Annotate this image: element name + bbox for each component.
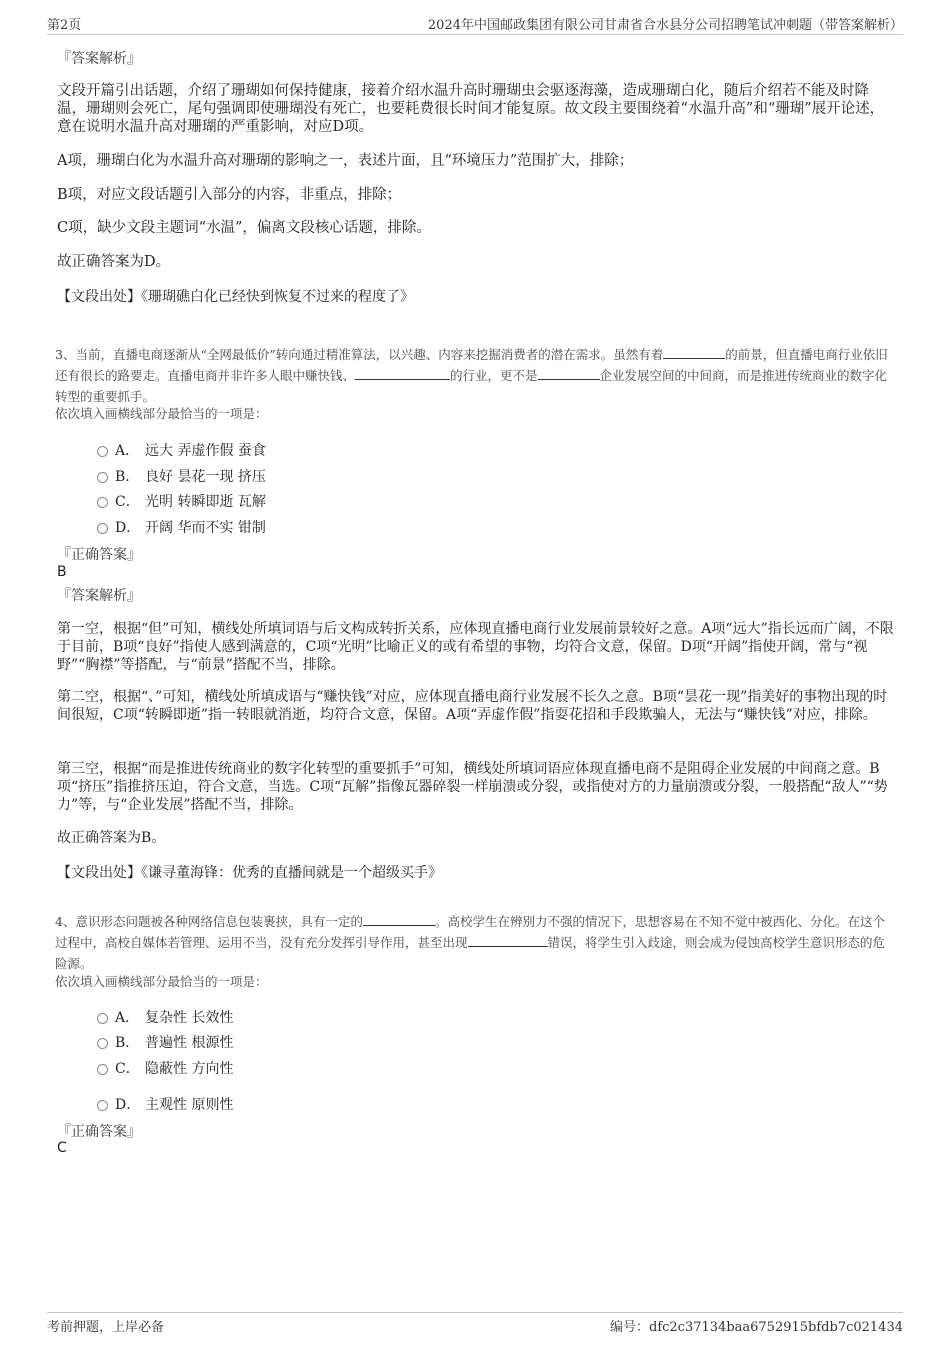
q4-question-text (55, 911, 897, 974)
option-text: 良好 昙花一现 挤压 (145, 469, 266, 485)
page-footer (47, 1312, 903, 1333)
q4-prompt: 依次填入画横线部分最恰当的一项是： (55, 974, 268, 989)
q4-blank-1 (363, 911, 435, 926)
q2-source-label: 【文段出处】 (57, 289, 141, 305)
option-label: A． (115, 443, 140, 459)
option-text: 复杂性 长效性 (145, 1010, 234, 1026)
radio-icon[interactable] (97, 1013, 108, 1024)
q3-analysis-heading: 『答案解析』 (57, 588, 141, 604)
q2-option-b-note: B项，对应文段话题引入部分的内容，非重点，排除； (57, 187, 402, 203)
document-id: 编号：dfc2c37134baa6752915bfdb7c021434 (610, 1320, 903, 1335)
q3-source-label: 【文段出处】 (57, 865, 141, 881)
q3-answer: B (57, 564, 67, 580)
option-label: B． (115, 469, 140, 485)
q3-prompt: 依次填入画横线部分最恰当的一项是： (55, 406, 268, 421)
option-label: A． (115, 1010, 140, 1026)
page-number: 第2页 (47, 18, 82, 33)
q4-blank-2 (468, 932, 548, 947)
q4-answer: C (57, 1140, 67, 1156)
q3-analysis-para-1: 第一空，根据“但”可知，横线处所填词语与后文构成转折关系，应体现直播电商行业发展前景较好之意。A项“远大”指长远而广阔，不限于目前，B项“良好”指使人感到满意的，C项“光明”比喻正义的或有希望的事物，均符合文意，保留。D项“开阔”指使开阔，常与“视野”“胸襟”等搭配，与“前景”搭配不当，排除。 (57, 621, 894, 673)
radio-icon[interactable] (97, 523, 108, 534)
q3-blank-2 (355, 365, 450, 380)
q3-conclusion: 故正确答案为B。 (57, 830, 166, 846)
radio-icon[interactable] (97, 1100, 108, 1111)
radio-icon[interactable] (97, 497, 108, 508)
q3-text-part: 3、当前，直播电商逐渐从“全网最低价”转向通过精准算法，以兴趣、内容来挖掘消费者的潜在需求。虽然有着 (55, 346, 664, 362)
option-text: 远大 弄虚作假 蚕食 (145, 443, 266, 459)
radio-icon[interactable] (97, 472, 108, 483)
q4-text-part: 错误，将学生引入歧途，则会成为侵蚀高校学生意识形态的危险源。 (55, 934, 886, 971)
q3-source-title: 《谦寻董海锋：优秀的直播间就是一个超级买手》 (141, 865, 442, 881)
q2-analysis-para: 文段开篇引出话题，介绍了珊瑚如何保持健康，接着介绍水温升高时珊瑚虫会驱逐海藻，造成珊瑚白化，随后介绍若不能及时降温，珊瑚则会死亡，尾句强调即使珊瑚没有死亡，也要耗费很长时间才能复原。故文段主要围绕着“水温升高”和“珊瑚”展开论述，意在说明水温升高对珊瑚的严重影响，对应D项。 (57, 83, 885, 135)
option-text: 普遍性 根源性 (145, 1035, 234, 1051)
q4-answer-heading: 『正确答案』 (57, 1124, 141, 1140)
q3-analysis-para-3: 第三空，根据“而是推进传统商业的数字化转型的重要抓手”可知，横线处所填词语应体现直播电商不是阻碍企业发展的中间商之意。B项“挤压”指推挤压迫，符合文意，当选。C项“瓦解”指像瓦器碎裂一样崩溃或分裂，或指使对方的力量崩溃或分裂，一般搭配“敌人”“势力”等，与“企业发展”搭配不当，排除。 (57, 761, 888, 813)
option-label: D． (115, 1097, 141, 1113)
q3-blank-1 (663, 344, 725, 359)
q3-answer-heading: 『正确答案』 (57, 547, 141, 563)
q3-blank-3 (538, 365, 600, 380)
radio-icon[interactable] (97, 1064, 108, 1075)
radio-icon[interactable] (97, 446, 108, 457)
option-label: D． (115, 520, 141, 536)
option-label: C． (115, 494, 140, 510)
q4-text-part: 4、意识形态问题被各种网络信息包装裹挟，具有一定的 (55, 913, 363, 929)
q2-conclusion: 故正确答案为D。 (57, 254, 171, 270)
footer-slogan: 考前押题，上岸必备 (47, 1320, 165, 1335)
page-header (47, 14, 903, 35)
q3-text-part: 企业发展空间的中间商，而是推进传统商业的数字化转型的重要抓手。 (55, 367, 888, 404)
option-label: C． (115, 1061, 140, 1077)
q2-option-c-note: C项，缺少文段主题词“水温”，偏离文段核心话题，排除。 (57, 220, 431, 236)
q3-analysis-para-2: 第二空，根据“、”可知，横线处所填成语与“赚快钱”对应，应体现直播电商行业发展不长久之意。B项“昙花一现”指美好的事物出现的时间很短，C项“转瞬即逝”指一转眼就消逝，均符合文意，保留。A项“弄虚作假”指耍花招和手段欺骗人，无法与“赚快钱”对应，排除。 (57, 689, 888, 723)
q3-source (57, 862, 442, 882)
option-text: 开阔 华而不实 钳制 (145, 520, 266, 536)
radio-icon[interactable] (97, 1038, 108, 1049)
option-text: 光明 转瞬即逝 瓦解 (145, 494, 266, 510)
q3-text-part: 的前景，但直播电商行业依旧还有很长的路要走。直播电商并非许多人眼中赚快钱、 (55, 346, 888, 383)
q2-option-a-note: A项，珊瑚白化为水温升高对珊瑚的影响之一，表述片面，且“环境压力”范围扩大，排除； (57, 153, 634, 169)
q2-source (57, 286, 414, 306)
document-title: 2024年中国邮政集团有限公司甘肃省合水县分公司招聘笔试冲刺题（带答案解析） (427, 18, 903, 33)
option-label: B． (115, 1035, 140, 1051)
q3-question-text (55, 344, 897, 407)
q2-analysis-heading: 『答案解析』 (57, 51, 141, 67)
q2-source-title: 《珊瑚礁白化已经快到恢复不过来的程度了》 (141, 289, 414, 305)
option-text: 隐蔽性 方向性 (145, 1061, 234, 1077)
option-text: 主观性 原则性 (145, 1097, 234, 1113)
q4-text-part: 。高校学生在辨别力不强的情况下，思想容易在不知不觉中被西化、分化。在这个过程中，高校自媒体若管理、运用不当，没有充分发挥引导作用，甚至出现 (55, 913, 885, 950)
q3-text-part: 的行业，更不是 (450, 367, 538, 383)
